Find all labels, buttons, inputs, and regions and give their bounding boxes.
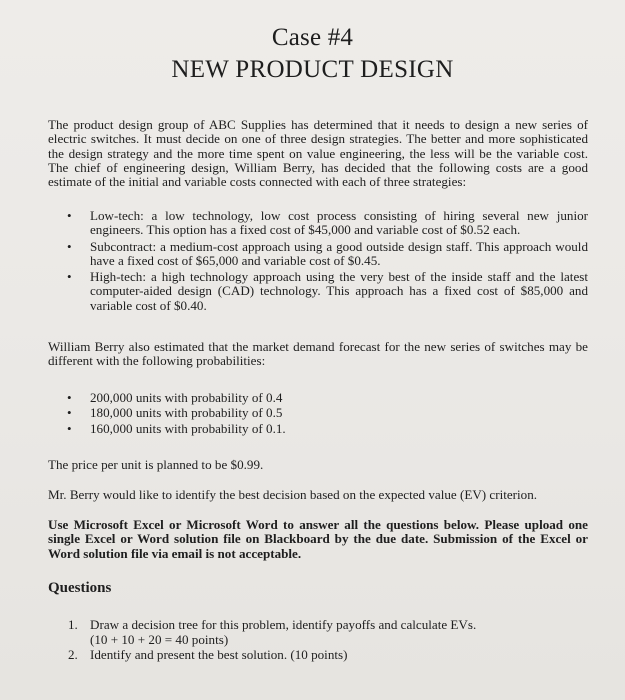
strategy-subcontract: Subcontract: a medium-cost approach using a good outside design staff. This approach would have a fixed cost of $65,000 and variable cost of $0.45. [90, 238, 588, 268]
case-number: Case #4 [271, 24, 354, 51]
question-item [68, 647, 588, 662]
bullet-icon: • [67, 420, 72, 436]
bullet-icon: • [67, 390, 72, 405]
strategy-high-tech: High-tech: a high technology approach using the very best of the inside staff and the latest computer-aided design (CAD) technology. This approach has a fixed cost of $85,000 and variable cost of $0.40. [90, 269, 588, 313]
demand-outcome-160k: 160,000 units with probability of 0.1. [90, 420, 286, 436]
bullet-icon: • [67, 238, 72, 254]
bullet-icon: • [67, 269, 72, 285]
list-item [64, 209, 588, 238]
list-item [64, 406, 588, 420]
demand-list [64, 391, 588, 437]
list-item [64, 391, 588, 405]
list-item [64, 240, 588, 269]
instructions: Use Microsoft Excel or Microsoft Word to answer all the questions below. Please upload one single Excel or Word solution file on Blackboard by the due date. Submission of the Excel or Word solution file via email is not acceptable. [48, 517, 588, 561]
question-number: 1. [68, 617, 78, 632]
question-number: 2. [68, 647, 78, 662]
demand-outcome-200k: 200,000 units with probability of 0.4 [90, 390, 283, 405]
demand-outcome-180k: 180,000 units with probability of 0.5 [90, 405, 283, 421]
intro-paragraph: The product design group of ABC Supplies has determined that it needs to design a new series of electric switches. It must decide on one of three design strategies. The better and more sophisticated the design strategy and the more time spent on value engineering, the less will be the variable cost. The chief of engineering design, William Berry, has decided that the following costs are a good estimate of the initial and variable costs connected with each of three strategies: [48, 117, 588, 190]
list-item [64, 270, 588, 313]
bullet-icon: • [67, 405, 72, 421]
price-line: The price per unit is planned to be $0.99. [48, 457, 264, 472]
strategy-low-tech: Low-tech: a low technology, low cost process consisting of hiring several new junior engineers. This option has a fixed cost of $45,000 and variable cost of $0.52 each. [90, 208, 588, 238]
strategy-list [64, 209, 588, 315]
questions-heading: Questions [48, 580, 112, 596]
page-title: NEW PRODUCT DESIGN [171, 56, 454, 83]
demand-paragraph: William Berry also estimated that the market demand forecast for the new series of switches may be different with the following probabilities: [48, 339, 588, 369]
question-points: (10 + 10 + 20 = 40 points) [90, 632, 229, 647]
list-item [64, 422, 588, 436]
bullet-icon: • [67, 208, 72, 223]
question-text: Draw a decision tree for this problem, identify payoffs and calculate EVs. [90, 617, 477, 632]
questions-list [68, 617, 588, 662]
criterion-line: Mr. Berry would like to identify the best decision based on the expected value (EV) criterion. [48, 487, 538, 502]
question-text: Identify and present the best solution. (10 points) [90, 647, 348, 662]
question-item [68, 617, 588, 647]
